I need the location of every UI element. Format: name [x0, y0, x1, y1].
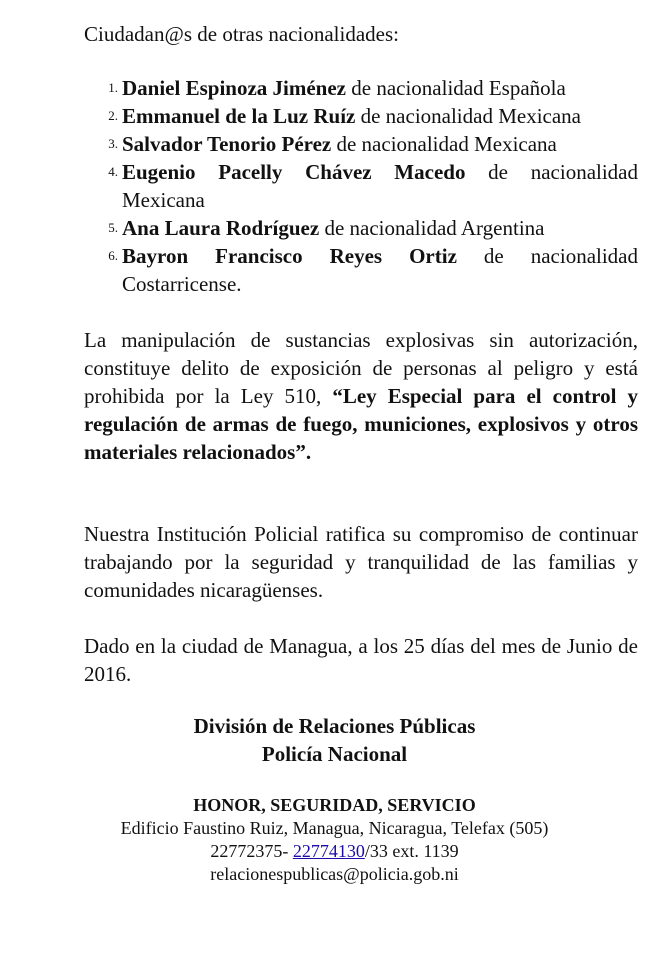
person-name: Emmanuel de la Luz Ruíz — [122, 104, 356, 128]
list-item — [84, 158, 638, 214]
list-item-number: 4. — [108, 164, 118, 179]
phone-suffix: /33 ext. 1139 — [364, 841, 459, 861]
person-name: Bayron Francisco Reyes Ortiz — [122, 244, 457, 268]
law-paragraph-text: La manipulación de sustancias explosivas sin autorización, constituye delito de exposición de personas al peligro y está prohibida por la Ley 510, — [84, 328, 638, 408]
list-item-text — [122, 214, 638, 242]
intro-heading: Ciudadan@s de otras nacionalidades: — [84, 22, 399, 46]
nationality-text: de nacionalidad Argentina — [319, 216, 545, 240]
nationality-text: de nacionalidad Costarricense. — [122, 244, 638, 296]
person-name: Ana Laura Rodríguez — [122, 216, 320, 240]
list-item — [84, 214, 638, 242]
commitment-paragraph: Nuestra Institución Policial ratifica su compromiso de continuar trabajando por la seguridad y tranquilidad de las familias y comunidades nicaragüenses. — [84, 522, 638, 602]
signature-institution: Policía Nacional — [261, 742, 408, 766]
list-item — [84, 130, 638, 158]
nationality-text: de nacionalidad Española — [346, 76, 566, 100]
list-item — [84, 102, 638, 130]
list-item-number: 6. — [108, 248, 118, 263]
list-item — [84, 74, 638, 102]
phone-line — [0, 840, 669, 863]
phone-link[interactable]: 22774130 — [292, 841, 365, 861]
nationality-text: de nacionalidad Mexicana — [122, 160, 638, 212]
contact-footer — [0, 794, 669, 886]
list-item-number: 1. — [108, 80, 118, 95]
person-name: Salvador Tenorio Pérez — [122, 132, 332, 156]
signature-division: División de Relaciones Públicas — [193, 714, 476, 738]
list-item-text — [122, 242, 638, 298]
nationality-text: de nacionalidad Mexicana — [355, 104, 582, 128]
phone-prefix: 22772375- — [210, 841, 293, 861]
nationality-text: de nacionalidad Mexicana — [331, 132, 557, 156]
motto: HONOR, SEGURIDAD, SERVICIO — [193, 795, 476, 815]
person-name: Daniel Espinoza Jiménez — [122, 76, 346, 100]
foreign-citizens-list — [84, 74, 638, 298]
list-item-text — [122, 74, 638, 102]
list-item-number: 5. — [108, 220, 118, 235]
list-item-number: 3. — [108, 136, 118, 151]
law-name: “Ley Especial para el control y regulación de armas de fuego, municiones, explosivos y otros materiales relacionados”. — [84, 384, 639, 464]
email-line: relacionespublicas@policia.gob.ni — [210, 864, 459, 884]
list-item — [84, 242, 638, 298]
law-paragraph — [84, 326, 638, 466]
list-item-text — [122, 102, 638, 130]
date-paragraph: Dado en la ciudad de Managua, a los 25 días del mes de Junio de 2016. — [84, 634, 638, 686]
list-item-number: 2. — [108, 108, 118, 123]
person-name: Eugenio Pacelly Chávez Macedo — [122, 160, 466, 184]
list-item-text — [122, 130, 638, 158]
address-line: Edificio Faustino Ruiz, Managua, Nicaragua, Telefax (505) — [120, 818, 549, 838]
list-item-text — [122, 158, 638, 214]
